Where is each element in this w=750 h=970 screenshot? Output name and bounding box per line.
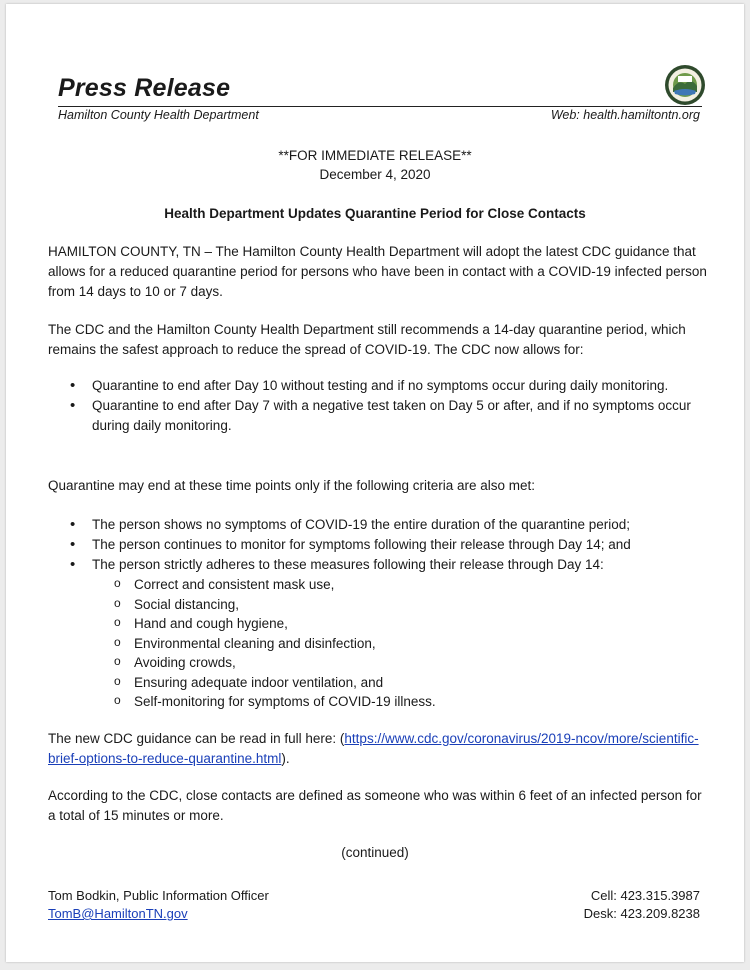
list-item: • Quarantine to end after Day 10 without testing and if no symptoms occur during daily monitoring. — [48, 376, 708, 396]
release-date: December 4, 2020 — [319, 167, 431, 182]
guidance-suffix: ). — [281, 751, 290, 766]
page-title: Press Release — [58, 74, 231, 102]
list-item: • The person shows no symptoms of COVID-19 the entire duration of the quarantine period; — [48, 515, 708, 535]
sub-list-item: o Social distancing, — [48, 595, 708, 615]
sub-list-item: o Ensuring adequate indoor ventilation, and — [48, 673, 708, 693]
website-url: Web: health.hamiltontn.org — [550, 108, 700, 122]
paragraph-recommendation: The CDC and the Hamilton County Health Department still recommends a 14-day quarantine period, which remains the safest approach to reduce the spread of COVID-19. The CDC now allows for: — [48, 322, 686, 357]
header-divider — [58, 106, 702, 107]
paragraph-criteria: Quarantine may end at these time points only if the following criteria are also met: — [48, 478, 535, 493]
list-item: • The person strictly adheres to these measures following their release through Day 14: — [48, 555, 708, 575]
sub-list-item: o Correct and consistent mask use, — [48, 575, 708, 595]
cell-phone: Cell: 423.315.3987 — [590, 888, 700, 903]
desk-phone: Desk: 423.209.8238 — [583, 906, 700, 921]
cdc-guidance-link[interactable]: https://www.cdc.gov/coronavirus/2019-ncov/more/scientific-brief-options-to-reduce-quarantine.html — [48, 731, 699, 766]
guidance-prefix: The new CDC guidance can be read in full here: ( — [48, 731, 345, 746]
sub-list-item: o Environmental cleaning and disinfection, — [48, 634, 708, 654]
department-name: Hamilton County Health Department — [58, 108, 259, 122]
paragraph-close-contacts: According to the CDC, close contacts are defined as someone who was within 6 feet of an infected person for a total of 15 minutes or more. — [48, 788, 702, 823]
contact-email-link[interactable]: TomB@HamiltonTN.gov — [48, 906, 188, 921]
county-seal-icon — [664, 64, 706, 106]
criteria-list — [48, 515, 708, 712]
paragraph-guidance — [48, 729, 708, 769]
document-page — [6, 4, 744, 962]
contact-name: Tom Bodkin, Public Information Officer — [48, 888, 269, 903]
release-label: **FOR IMMEDIATE RELEASE** — [278, 148, 472, 163]
quarantine-options-list — [48, 376, 708, 436]
list-item: • The person continues to monitor for symptoms following their release through Day 14; and — [48, 535, 708, 555]
sub-list-item: o Avoiding crowds, — [48, 653, 708, 673]
sub-list-item: o Self-monitoring for symptoms of COVID-19 illness. — [48, 692, 708, 712]
continued-note: (continued) — [341, 845, 409, 860]
list-item: • Quarantine to end after Day 7 with a negative test taken on Day 5 or after, and if no symptoms occur during daily monitoring. — [48, 396, 708, 436]
paragraph-intro: HAMILTON COUNTY, TN – The Hamilton County Health Department will adopt the latest CDC guidance that allows for a reduced quarantine period for persons who have been in contact with a COVID-19 infected person from 14 days to 10 or 7 days. — [48, 244, 707, 299]
sub-list-item: o Hand and cough hygiene, — [48, 614, 708, 634]
headline: Health Department Updates Quarantine Period for Close Contacts — [164, 206, 586, 221]
